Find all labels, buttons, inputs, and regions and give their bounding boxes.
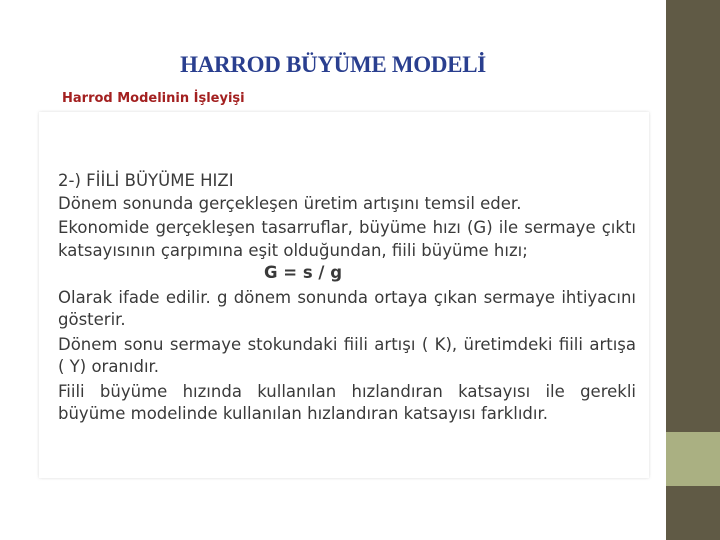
sidebar-decoration-light xyxy=(666,432,720,486)
content-text xyxy=(58,170,636,426)
paragraph-savings: Ekonomide gerçekleşen tasarruflar, büyüme hızı (G) ile sermaye çıktı katsayısının çarpımına eşit olduğundan, fiili büyüme hızı; xyxy=(58,218,636,260)
section-heading: 2-) FİİLİ BÜYÜME HIZI xyxy=(58,171,234,190)
paragraph-accelerator: Fiili büyüme hızında kullanılan hızlandıran katsayısı ile gerekli büyüme modelinde kullanılan hızlandıran katsayısı farklıdır. xyxy=(58,381,636,423)
slide-subtitle: Harrod Modelinin İşleyişi xyxy=(62,91,245,106)
slide-title: HARROD BÜYÜME MODELİ xyxy=(180,52,486,77)
paragraph-expression: Olarak ifade edilir. g dönem sonunda ortaya çıkan sermaye ihtiyacını gösterir. xyxy=(58,287,636,329)
paragraph-definition: Dönem sonunda gerçekleşen üretim artışını temsil eder. xyxy=(58,193,522,213)
formula: G = s / g xyxy=(264,263,343,282)
paragraph-capital-ratio: Dönem sonu sermaye stokundaki fiili artışı ( K), üretimdeki fiili artışa ( Y) oranıdır. xyxy=(58,334,636,376)
